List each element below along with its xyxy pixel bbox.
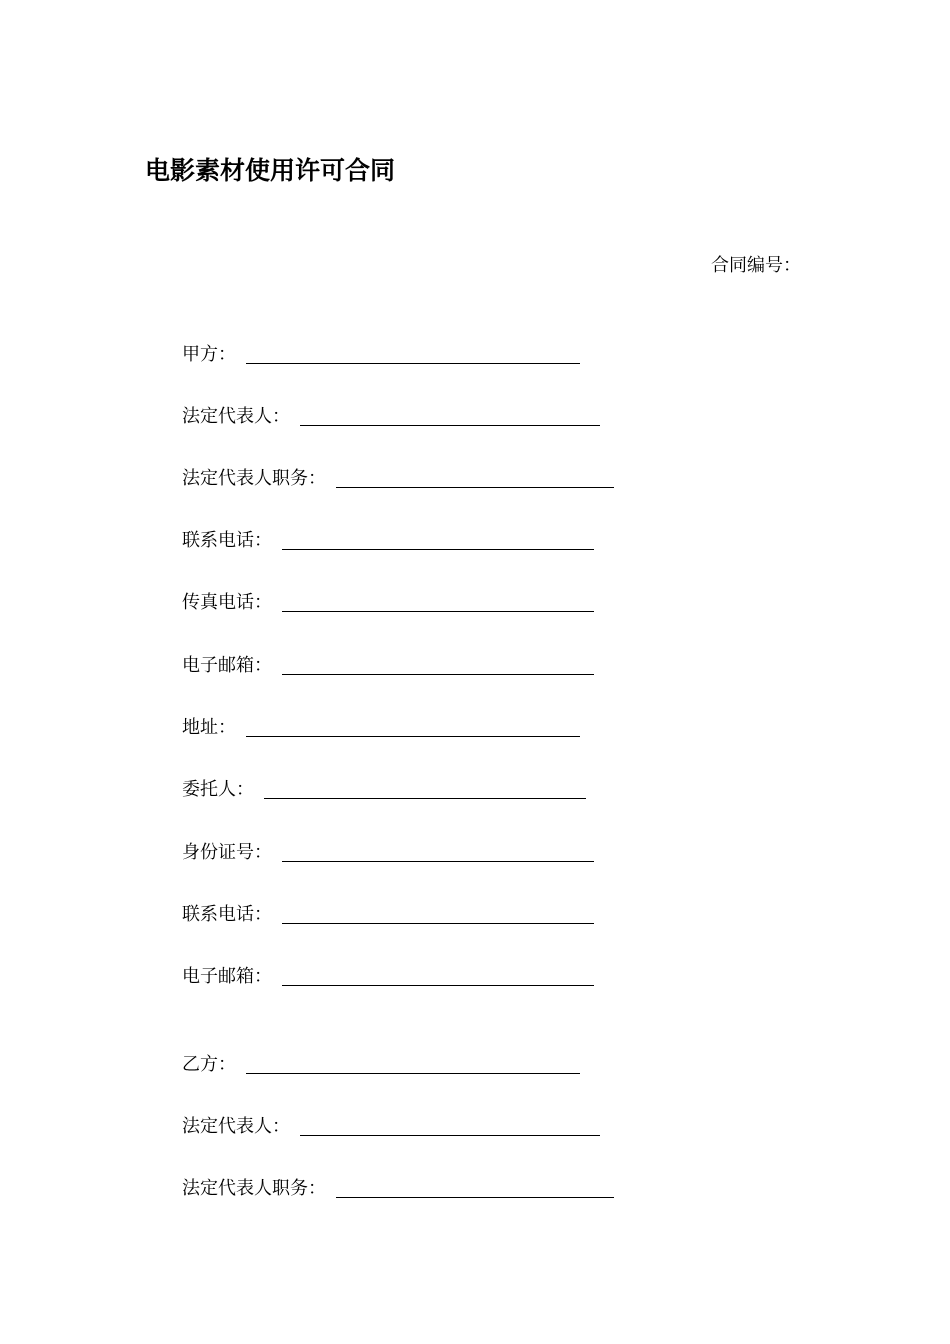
party-a-id-number-field	[182, 836, 594, 866]
blank-line[interactable]	[300, 1113, 600, 1136]
field-label: 联系电话：	[182, 530, 272, 551]
field-label: 传真电话：	[182, 592, 272, 613]
field-label: 联系电话：	[182, 904, 272, 925]
blank-line[interactable]	[282, 901, 594, 924]
party-a-fax-field	[182, 586, 594, 616]
document-title: 电影素材使用许可合同	[145, 156, 396, 185]
blank-line[interactable]	[336, 1175, 614, 1198]
blank-line[interactable]	[246, 1051, 580, 1074]
party-a-phone-field	[182, 524, 594, 554]
blank-line[interactable]	[264, 776, 586, 799]
field-label: 法定代表人职务：	[182, 1178, 326, 1199]
party-b-legal-rep-title-field	[182, 1172, 614, 1202]
field-label: 法定代表人：	[182, 1116, 290, 1137]
field-label: 委托人：	[182, 779, 254, 800]
party-b-name-field	[182, 1048, 580, 1078]
blank-line[interactable]	[336, 465, 614, 488]
blank-line[interactable]	[282, 963, 594, 986]
field-label: 乙方：	[182, 1054, 236, 1075]
contract-number-label: 合同编号：	[711, 255, 801, 276]
party-a-legal-rep-title-field	[182, 462, 614, 492]
blank-line[interactable]	[300, 403, 600, 426]
party-a-agent-field	[182, 773, 586, 803]
field-label: 甲方：	[182, 344, 236, 365]
blank-line[interactable]	[246, 714, 580, 737]
blank-line[interactable]	[282, 589, 594, 612]
field-label: 电子邮箱：	[182, 655, 272, 676]
party-a-agent-phone-field	[182, 898, 594, 928]
blank-line[interactable]	[246, 341, 580, 364]
field-label: 法定代表人职务：	[182, 468, 326, 489]
party-a-legal-rep-field	[182, 400, 600, 430]
blank-line[interactable]	[282, 652, 594, 675]
field-label: 法定代表人：	[182, 406, 290, 427]
party-a-name-field	[182, 338, 580, 368]
blank-line[interactable]	[282, 839, 594, 862]
party-a-email-field	[182, 649, 594, 679]
party-a-agent-email-field	[182, 960, 594, 990]
blank-line[interactable]	[282, 527, 594, 550]
field-label: 身份证号：	[182, 842, 272, 863]
party-a-address-field	[182, 711, 580, 741]
party-b-legal-rep-field	[182, 1110, 600, 1140]
field-label: 地址：	[182, 717, 236, 738]
field-label: 电子邮箱：	[182, 966, 272, 987]
